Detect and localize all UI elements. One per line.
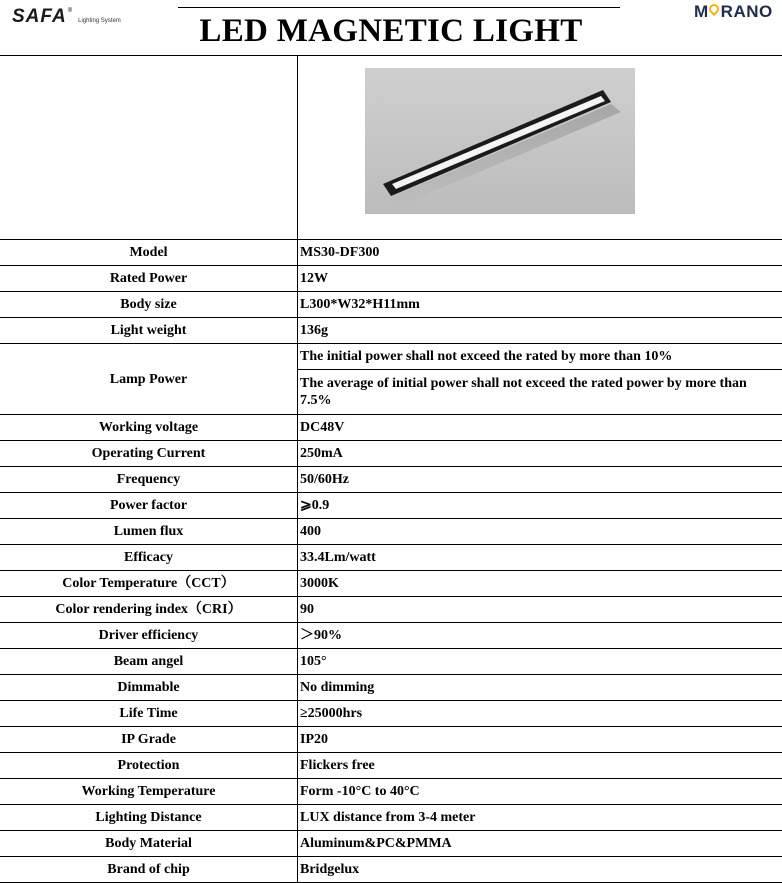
spec-label: Protection [0, 753, 298, 779]
spec-label: Brand of chip [0, 857, 298, 883]
morano-logo [694, 2, 773, 22]
spec-row [0, 519, 782, 545]
spec-value: Form -10°C to 40°C [298, 779, 782, 805]
product-photo [365, 68, 635, 214]
spec-value: 90 [298, 597, 782, 623]
spec-label: Light weight [0, 318, 298, 344]
spec-value: The initial power shall not exceed the rated by more than 10% [298, 344, 782, 370]
spec-label: Lamp Power [0, 344, 298, 415]
spec-row [0, 240, 782, 266]
spec-value: ＞90% [298, 623, 782, 649]
spec-label: Efficacy [0, 545, 298, 571]
image-row-empty-cell [0, 56, 298, 240]
spec-value: LUX distance from 3-4 meter [298, 805, 782, 831]
spec-value: 105° [298, 649, 782, 675]
spec-row [0, 441, 782, 467]
spec-label: Model [0, 240, 298, 266]
spec-value: No dimming [298, 675, 782, 701]
spec-label: Beam angel [0, 649, 298, 675]
spec-value: 12W [298, 266, 782, 292]
spec-label: Life Time [0, 701, 298, 727]
spec-row [0, 318, 782, 344]
page-title: LED MAGNETIC LIGHT [0, 11, 782, 51]
spec-label: Body size [0, 292, 298, 318]
page-header [0, 0, 782, 55]
morano-logo-rest: RANO [721, 2, 773, 21]
spec-value: Bridgelux [298, 857, 782, 883]
registered-mark: ® [68, 8, 72, 14]
spec-label: Power factor [0, 493, 298, 519]
spec-value: ⩾0.9 [298, 493, 782, 519]
spec-label: Rated Power [0, 266, 298, 292]
spec-row [0, 493, 782, 519]
spec-row [0, 727, 782, 753]
spec-value: 50/60Hz [298, 467, 782, 493]
spec-label: Working voltage [0, 415, 298, 441]
spec-value: ≥25000hrs [298, 701, 782, 727]
spec-value: MS30-DF300 [298, 240, 782, 266]
spec-value: 400 [298, 519, 782, 545]
spec-row [0, 623, 782, 649]
product-image-cell [298, 56, 782, 240]
spec-label: Operating Current [0, 441, 298, 467]
spec-row [0, 701, 782, 727]
spec-row [0, 266, 782, 292]
spec-label: Color rendering index（CRI） [0, 597, 298, 623]
spec-label: Lighting Distance [0, 805, 298, 831]
spec-row [0, 597, 782, 623]
spec-row [0, 415, 782, 441]
spec-table [0, 55, 782, 883]
led-bar-icon [365, 68, 635, 214]
spec-row [0, 805, 782, 831]
spec-label: Lumen flux [0, 519, 298, 545]
spec-label: IP Grade [0, 727, 298, 753]
safa-logo-word: SAFA [12, 8, 67, 26]
spec-value: DC48V [298, 415, 782, 441]
spec-value: Aluminum&PC&PMMA [298, 831, 782, 857]
spec-value: L300*W32*H11mm [298, 292, 782, 318]
bar-diffuser [392, 96, 605, 189]
spec-label: Frequency [0, 467, 298, 493]
morano-logo-m: M [694, 2, 709, 21]
spec-value: 3000K [298, 571, 782, 597]
spec-row [0, 779, 782, 805]
spec-row [0, 571, 782, 597]
spec-value: IP20 [298, 727, 782, 753]
spec-value: 250mA [298, 441, 782, 467]
spec-label: Body Material [0, 831, 298, 857]
spec-row [0, 292, 782, 318]
spec-row [0, 467, 782, 493]
image-row [0, 56, 782, 240]
spec-value: The average of initial power shall not exceed the rated power by more than 7.5% [298, 370, 782, 415]
spec-row [0, 753, 782, 779]
spec-label: Color Temperature（CCT） [0, 571, 298, 597]
spec-value: 136g [298, 318, 782, 344]
spec-value: Flickers free [298, 753, 782, 779]
safa-logo-tagline: Lighting System [78, 16, 121, 26]
spec-label: Driver efficiency [0, 623, 298, 649]
spec-row [0, 344, 782, 370]
spec-label: Dimmable [0, 675, 298, 701]
bar-shadow [389, 104, 621, 206]
spec-label: Working Temperature [0, 779, 298, 805]
spec-value: 33.4Lm/watt [298, 545, 782, 571]
spec-row [0, 649, 782, 675]
title-rule [178, 7, 620, 8]
spec-row [0, 545, 782, 571]
location-pin-icon [709, 4, 721, 18]
spec-row [0, 831, 782, 857]
spec-row [0, 675, 782, 701]
